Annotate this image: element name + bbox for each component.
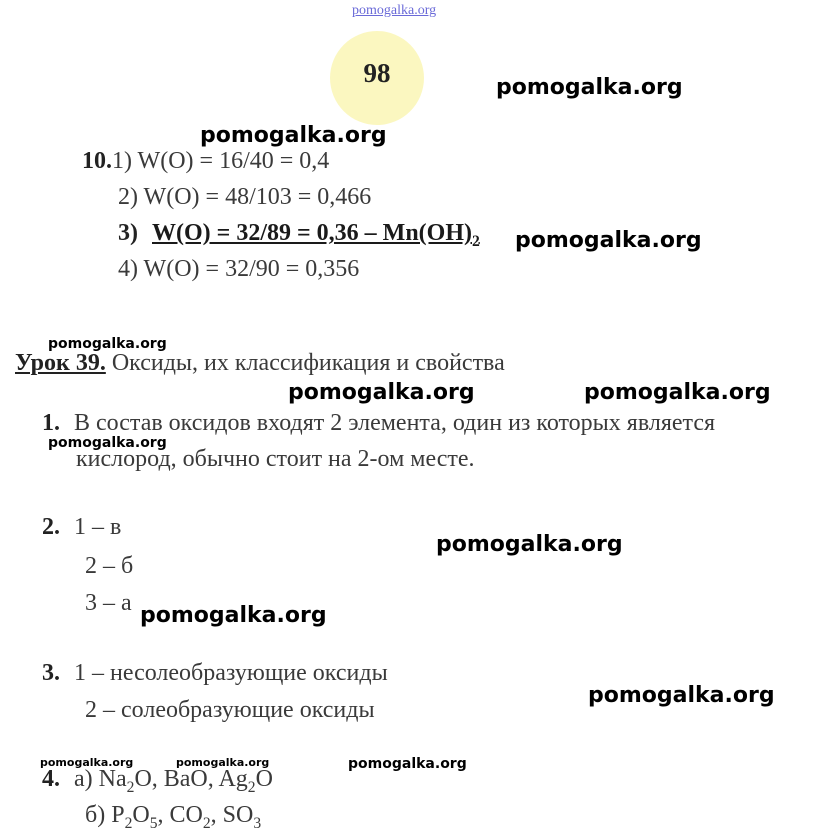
formula-sub: 2 xyxy=(124,814,133,832)
formula-part: P xyxy=(111,802,125,828)
formula-sub: 2 xyxy=(126,778,135,796)
watermark: pomogalka.org xyxy=(588,683,775,708)
lesson-label: Урок 39. xyxy=(15,350,106,376)
task10-line3-sub: 2 xyxy=(472,232,480,250)
task10-line3-answer xyxy=(152,220,480,250)
formula-part: Na xyxy=(98,766,127,792)
task10-line4: 4) W(O) = 32/90 = 0,356 xyxy=(118,256,360,282)
formula-sub: 2 xyxy=(247,778,256,796)
lesson-heading xyxy=(15,350,505,377)
task2-line1-text: 1 – в xyxy=(74,514,122,540)
task4-line-b xyxy=(85,802,261,833)
formula-part: O xyxy=(255,766,273,792)
formula-sub: 2 xyxy=(202,814,211,832)
task2-line3: 3 – а xyxy=(85,590,132,616)
formula-part: , SO xyxy=(210,802,254,828)
watermark: pomogalka.org xyxy=(288,380,475,405)
formula-part: O xyxy=(132,802,150,828)
task10-number: 10. xyxy=(82,148,112,174)
watermark: pomogalka.org xyxy=(348,756,467,772)
formula-part: , CO xyxy=(157,802,203,828)
task2-line1 xyxy=(42,514,121,541)
watermark: pomogalka.org xyxy=(584,380,771,405)
task10-line3-num: 3) xyxy=(118,220,138,246)
watermark: pomogalka.org xyxy=(176,756,270,769)
task4-a-prefix: а) xyxy=(74,766,99,792)
watermark: pomogalka.org xyxy=(140,603,327,628)
task4-number: 4. xyxy=(42,766,60,792)
watermark: pomogalka.org xyxy=(40,756,134,769)
page-number: 98 xyxy=(363,58,391,88)
formula-sub: 3 xyxy=(253,814,262,832)
watermark: pomogalka.org xyxy=(436,532,623,557)
formula-part: O, BaO, Ag xyxy=(134,766,248,792)
watermark: pomogalka.org xyxy=(48,336,167,352)
watermark: pomogalka.org xyxy=(515,228,702,253)
task10-line3-text: W(O) = 32/89 = 0,36 – Mn(OH) xyxy=(152,220,472,246)
task10-line3 xyxy=(118,220,480,251)
task2-number: 2. xyxy=(42,514,60,540)
watermark: pomogalka.org xyxy=(48,435,167,451)
task4-b-prefix: б) xyxy=(85,802,112,828)
formula-sub: 5 xyxy=(149,814,158,832)
task1-line1 xyxy=(42,410,715,437)
task1-line2: кислород, обычно стоит на 2-ом месте. xyxy=(76,446,475,472)
task3-line1-text: 1 – несолеобразующие оксиды xyxy=(74,660,388,686)
watermark: pomogalka.org xyxy=(200,123,387,148)
task4-line-a xyxy=(42,766,273,797)
lesson-title: Оксиды, их классификация и свойства xyxy=(105,350,505,376)
task2-line2: 2 – б xyxy=(85,553,134,579)
task3-number: 3. xyxy=(42,660,60,686)
task3-line1 xyxy=(42,660,388,687)
task10-line1-text: 1) W(O) = 16/40 = 0,4 xyxy=(112,148,330,174)
task3-line2: 2 – солеобразующие оксиды xyxy=(85,697,375,723)
task1-line1-text: В состав оксидов входят 2 элемента, один из которых является xyxy=(74,410,716,436)
site-link[interactable]: pomogalka.org xyxy=(352,3,437,18)
watermark: pomogalka.org xyxy=(496,75,683,100)
task10-line1 xyxy=(82,148,329,175)
task1-number: 1. xyxy=(42,410,60,436)
task10-line2: 2) W(O) = 48/103 = 0,466 xyxy=(118,184,372,210)
